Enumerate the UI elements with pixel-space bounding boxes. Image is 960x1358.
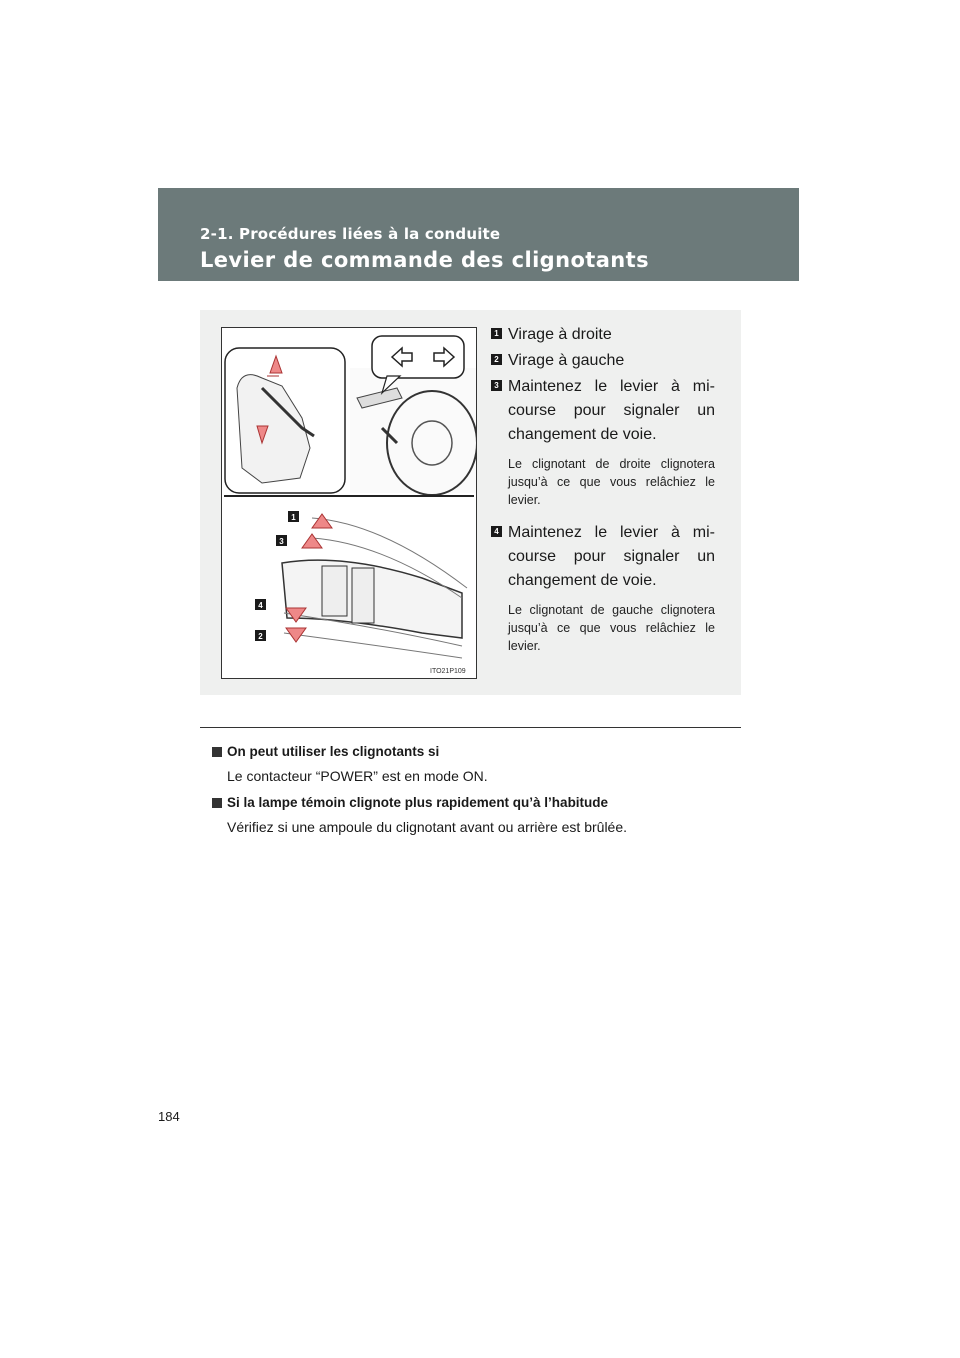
lever-ring (352, 568, 374, 623)
callout-4-label: 4 (258, 601, 263, 610)
item-number: 2 (491, 354, 502, 365)
item-list (490, 323, 715, 667)
note-heading (212, 742, 732, 762)
callout-2-label: 2 (258, 632, 263, 641)
note-heading-text: Si la lampe témoin clignote plus rapidement qu’à l’habitude (227, 795, 609, 810)
note-body: Vérifiez si une ampoule du clignotant avant ou arrière est brûlée. (227, 819, 628, 835)
item-number: 4 (491, 526, 502, 537)
section-title: 2-1. Procédures liées à la conduite (200, 225, 501, 243)
turn-signal-illustration (221, 327, 477, 679)
arrow-bubble (372, 336, 464, 378)
note-heading (212, 793, 732, 813)
square-bullet-icon (212, 747, 222, 757)
lever-ring-2 (322, 566, 347, 616)
note-heading-text: On peut utiliser les clignotants si (227, 744, 440, 759)
callout-1-label: 1 (291, 513, 296, 522)
callout-3-label: 3 (279, 537, 284, 546)
item-label: Maintenez le levier à mi-course pour signaler un changement de voie. (508, 378, 715, 443)
item-number: 3 (491, 380, 502, 391)
list-item (490, 323, 715, 347)
item-label: Maintenez le levier à mi-course pour signaler un changement de voie. (508, 524, 715, 589)
arrow-3-icon (302, 534, 322, 548)
list-item (490, 349, 715, 373)
list-item (490, 521, 715, 655)
item-note: Le clignotant de gauche clignotera jusqu’à ce que vous relâchiez le levier. (508, 603, 715, 653)
page-title: Levier de commande des clignotants (200, 248, 649, 272)
square-bullet-icon (212, 798, 222, 808)
dashboard-area (350, 368, 476, 493)
item-label: Virage à droite (508, 326, 612, 343)
section-header (158, 188, 799, 281)
note-body: Le contacteur “POWER” est en mode ON. (227, 768, 488, 784)
divider-rule (200, 727, 741, 728)
page-number: 184 (158, 1109, 180, 1124)
item-note: Le clignotant de droite clignotera jusqu’à ce que vous relâchiez le levier. (508, 457, 715, 507)
item-label: Virage à gauche (508, 352, 625, 369)
arrow-2-icon (286, 628, 306, 642)
list-item (490, 375, 715, 509)
item-number: 1 (491, 328, 502, 339)
figure-id: ITO21P109 (430, 668, 466, 675)
travel-line-4 (284, 633, 462, 658)
arrow-1-icon (312, 514, 332, 528)
notes-section (212, 742, 732, 844)
illustration-svg (222, 328, 476, 678)
